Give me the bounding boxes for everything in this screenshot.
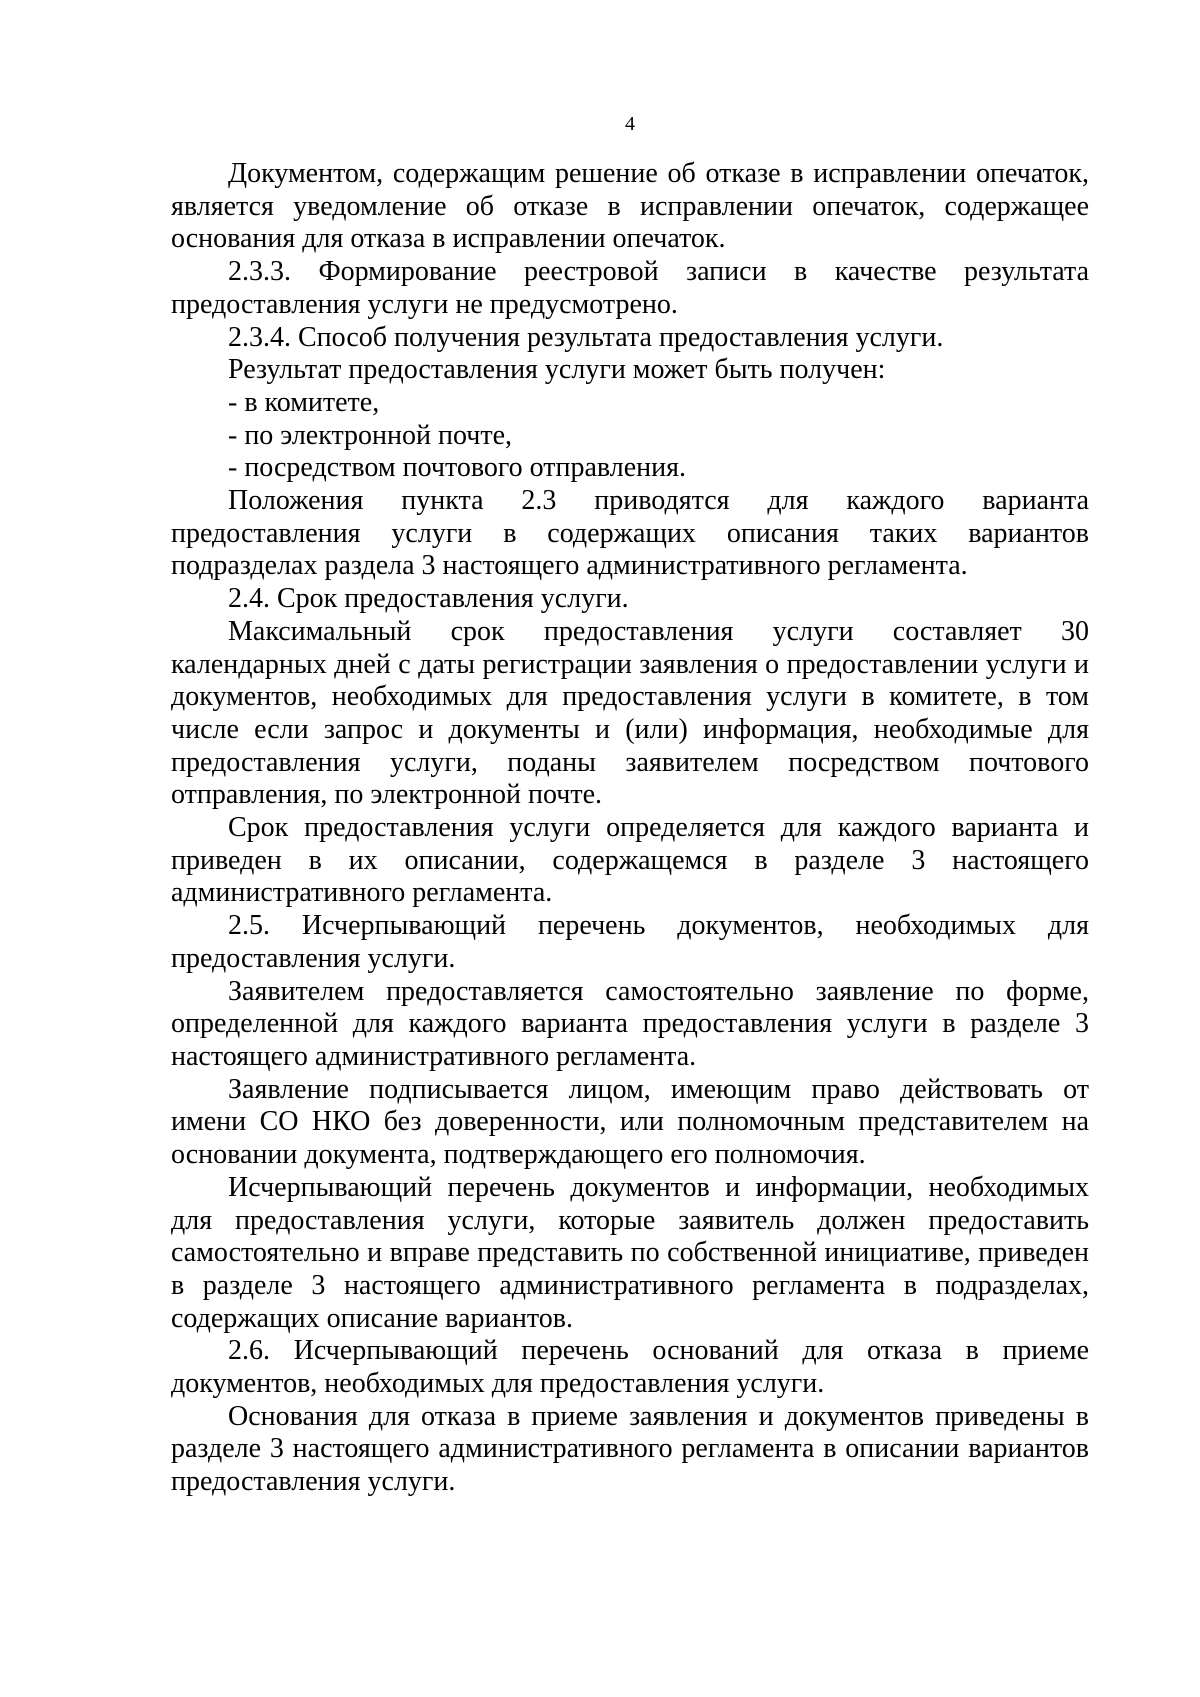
paragraph-2-5: 2.5. Исчерпывающий перечень документов, необходимых для предоставления услуги. <box>171 910 1089 974</box>
list-item-committee: - в комитете, <box>228 386 380 418</box>
paragraph-documents-list: Исчерпывающий перечень документов и информации, необходимых для предоставления услуги, которые заявитель должен предоставить самостоятельно и вправе представить по собственной инициативе, приведен в разделе 3 настоящего административного регламента в подразделах, содержащих описание вариантов. <box>171 1171 1089 1334</box>
paragraph-2-3-3: 2.3.3. Формирование реестровой записи в качестве результата предоставления услуги не предусмотрено. <box>171 256 1089 320</box>
paragraph-max-term: Максимальный срок предоставления услуги составляет 30 календарных дней с даты регистрации заявления о предоставлении услуги и документов, необходимых для предоставления услуги в комитете, в том числе если запрос и документы и (или) информация, необходимые для предоставления услуги, поданы заявителем посредством почтового отправления, по электронной почте. <box>171 615 1089 811</box>
paragraph-2-3-4: 2.3.4. Способ получения результата предоставления услуги. <box>228 321 944 353</box>
list-item-email: - по электронной почте, <box>228 419 512 451</box>
paragraph-2-4: 2.4. Срок предоставления услуги. <box>228 583 629 615</box>
paragraph-refusal-grounds: Основания для отказа в приеме заявления и документов приведены в разделе 3 настоящего административного регламента в описании вариантов предоставления услуги. <box>171 1400 1089 1498</box>
paragraph-point-2-3-provisions: Положения пункта 2.3 приводятся для каждого варианта предоставления услуги в содержащих описания таких вариантов подразделах раздела 3 настоящего административного регламента. <box>171 485 1089 582</box>
paragraph-typo-refusal-notice: Документом, содержащим решение об отказе в исправлении опечаток, является уведомление об отказе в исправлении опечаток, содержащее основания для отказа в исправлении опечаток. <box>171 158 1089 255</box>
document-body <box>171 158 1089 1499</box>
paragraph-result-ways: Результат предоставления услуги может быть получен: <box>228 354 886 386</box>
page-number: 4 <box>625 113 635 135</box>
paragraph-2-6: 2.6. Исчерпывающий перечень оснований для отказа в приеме документов, необходимых для предоставления услуги. <box>171 1335 1089 1400</box>
list-item-post: - посредством почтового отправления. <box>228 452 687 484</box>
paragraph-application-signing: Заявление подписывается лицом, имеющим право действовать от имени СО НКО без доверенности, или полномочным представителем на основании документа, подтверждающего его полномочия. <box>171 1073 1089 1171</box>
paragraph-term-per-variant: Срок предоставления услуги определяется для каждого варианта и приведен в их описании, содержащемся в разделе 3 настоящего административного регламента. <box>171 812 1089 909</box>
paragraph-application-form: Заявителем предоставляется самостоятельно заявление по форме, определенной для каждого варианта предоставления услуги в разделе 3 настоящего административного регламента. <box>171 975 1089 1072</box>
